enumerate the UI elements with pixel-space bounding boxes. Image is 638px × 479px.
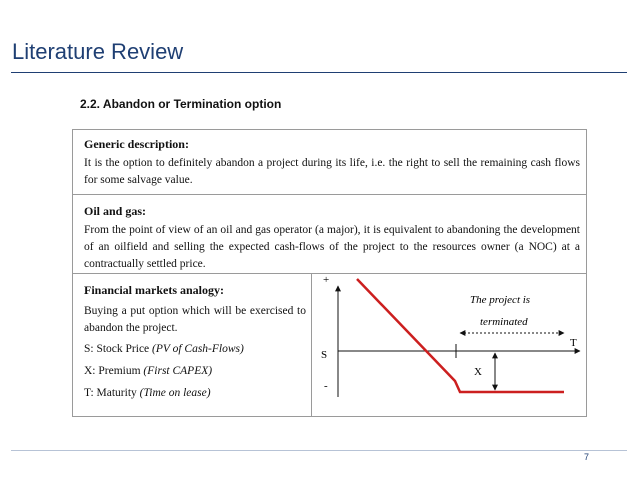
oil-gas-text: From the point of view of an oil and gas operator (a major), it is equivalent to abandoning the development of an oilfield and selling the expected cash-flows of the project to the resources owner (a NOC) at a contractually settled price.: [84, 224, 580, 270]
generic-text: It is the option to definitely abandon a project during its life, i.e. the right to sell the remaining cash flows for some salvage value.: [84, 157, 580, 186]
x-label: X: [474, 366, 482, 378]
oil-gas-row: [73, 194, 586, 274]
generic-description-row: [73, 130, 586, 195]
payoff-line: [357, 279, 564, 392]
plus-label: +: [323, 274, 330, 286]
minus-label: -: [324, 380, 328, 392]
payoff-diagram: [312, 273, 586, 416]
section-subtitle: 2.2. Abandon or Termination option: [80, 97, 282, 111]
premium-line: X: Premium (First CAPEX): [84, 365, 213, 377]
footer-divider: [11, 450, 627, 451]
title-divider: [11, 72, 627, 73]
financial-analogy-column: [73, 273, 312, 416]
s-axis-label: S: [321, 349, 328, 361]
annotation-line-2: terminated: [480, 316, 528, 328]
financial-analogy-row: [73, 273, 586, 416]
financial-heading: Financial markets analogy:: [84, 283, 224, 297]
annotation-line-1: The project is: [470, 294, 531, 306]
t-axis-label: T: [570, 337, 577, 349]
stock-price-line: S: Stock Price (PV of Cash-Flows): [84, 343, 244, 355]
maturity-line: T: Maturity (Time on lease): [84, 387, 211, 399]
option-table: [72, 129, 587, 417]
financial-text: Buying a put option which will be exercised to abandon the project.: [84, 305, 306, 334]
generic-heading: Generic description:: [84, 137, 189, 151]
slide-title: Literature Review: [12, 39, 184, 64]
oil-gas-heading: Oil and gas:: [84, 204, 147, 218]
page-number: 7: [584, 452, 590, 462]
